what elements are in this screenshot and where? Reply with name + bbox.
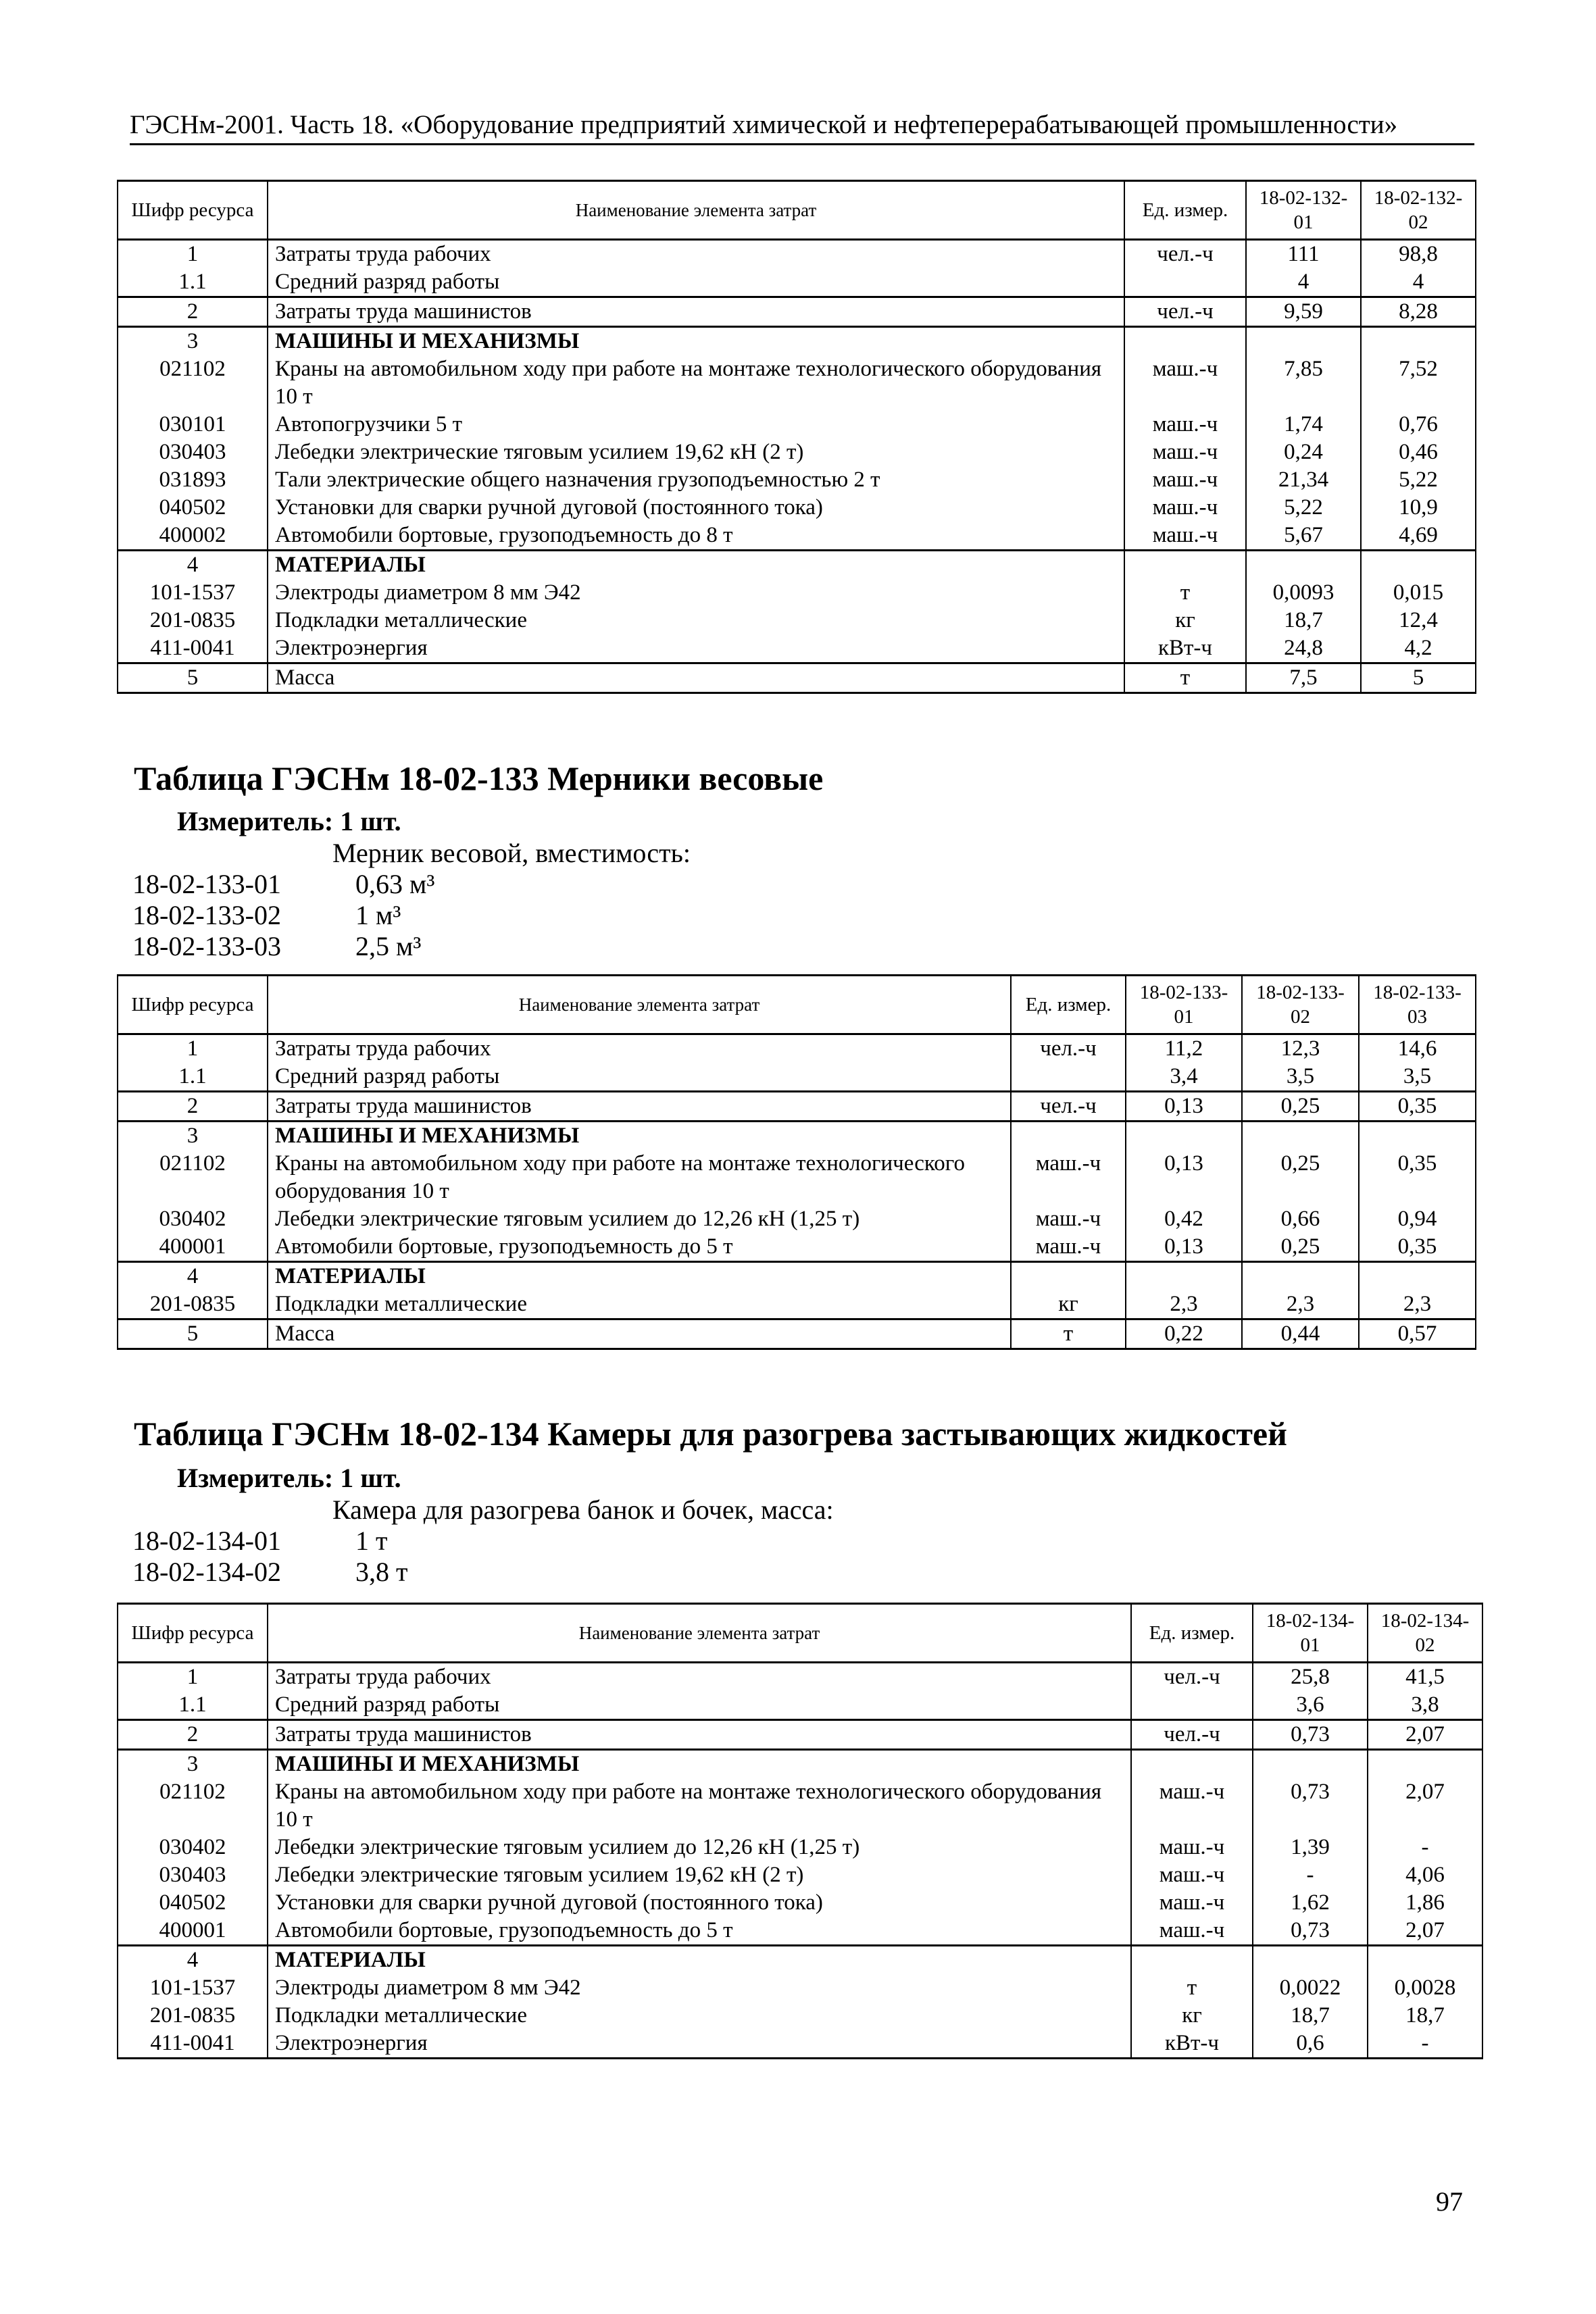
unit-cell: [1011, 1063, 1126, 1092]
variant-value: 1 м³: [355, 900, 401, 930]
value-cell: 3,5: [1359, 1063, 1476, 1092]
resource-code-cell: 031893: [118, 466, 268, 494]
value-cell: 1,39: [1253, 1834, 1368, 1861]
table-row: [118, 438, 1476, 466]
value-cell: 0,24: [1246, 438, 1361, 466]
cost-item-name-cell: Установки для сварки ручной дуговой (постоянного тока): [268, 494, 1124, 522]
value-cell: 0,25: [1242, 1092, 1359, 1122]
section-row: [118, 1946, 1482, 1975]
cost-item-name-cell: МАШИНЫ И МЕХАНИЗМЫ: [268, 1750, 1131, 1779]
table-row: [118, 1663, 1482, 1692]
value-cell: 0,94: [1359, 1205, 1476, 1233]
cost-item-name-cell: Затраты труда машинистов: [268, 297, 1124, 327]
resource-code-cell: 400002: [118, 522, 268, 551]
value-cell: 3,4: [1126, 1063, 1242, 1092]
cost-item-name-cell: Краны на автомобильном ходу при работе на монтаже технологического оборудования 10 т: [268, 355, 1124, 411]
section-row: [118, 327, 1476, 356]
resource-code-cell: 1: [118, 1034, 268, 1063]
value-cell: 0,44: [1242, 1319, 1359, 1349]
variant-description-18-02-133: Мерник весовой, вместимость:: [332, 838, 691, 868]
unit-cell: маш.-ч: [1131, 1778, 1253, 1834]
value-cell: 1,74: [1246, 411, 1361, 438]
value-cell: 4,2: [1361, 634, 1476, 663]
cost-item-name-cell: Краны на автомобильном ходу при работе на монтаже технологического оборудования 10 т: [268, 1150, 1011, 1205]
section-row: [118, 1262, 1476, 1291]
value-cell: 2,07: [1368, 1778, 1482, 1834]
value-cell: 0,13: [1126, 1150, 1242, 1205]
column-header-variant: 18-02-134-01: [1253, 1604, 1368, 1663]
cost-item-name-cell: Затраты труда машинистов: [268, 1720, 1131, 1750]
column-header-code: Шифр ресурса: [118, 181, 268, 240]
table-row: [118, 240, 1476, 269]
value-cell: 4: [1246, 268, 1361, 297]
unit-cell: кг: [1124, 607, 1246, 634]
table-title-18-02-134: Таблица ГЭСНм 18-02-134 Камеры для разогрева застывающих жидкостей: [134, 1415, 1287, 1453]
value-cell: 18,7: [1246, 607, 1361, 634]
value-cell: 2,3: [1126, 1290, 1242, 1319]
unit-cell: маш.-ч: [1011, 1150, 1126, 1205]
unit-cell: [1124, 551, 1246, 580]
value-cell: 14,6: [1359, 1034, 1476, 1063]
unit-cell: [1011, 1122, 1126, 1151]
value-cell: 0,25: [1242, 1233, 1359, 1262]
value-cell: 2,3: [1242, 1290, 1359, 1319]
value-cell: 0,22: [1126, 1319, 1242, 1349]
value-cell: 18,7: [1368, 2002, 1482, 2030]
resource-code-cell: 400001: [118, 1917, 268, 1946]
resource-code-cell: 4: [118, 1946, 268, 1975]
column-header-name: Наименование элемента затрат: [268, 1604, 1131, 1663]
resource-code-cell: 030402: [118, 1834, 268, 1861]
resource-code-cell: 021102: [118, 1778, 268, 1834]
value-cell: 0,13: [1126, 1233, 1242, 1262]
resource-code-cell: 1.1: [118, 1691, 268, 1720]
column-header-variant: 18-02-133-02: [1242, 976, 1359, 1034]
resource-code-cell: 030402: [118, 1205, 268, 1233]
value-cell: 0,6: [1253, 2030, 1368, 2059]
meter-18-02-133: Измеритель: 1 шт.: [177, 806, 401, 836]
value-cell: 4,69: [1361, 522, 1476, 551]
table-row: [118, 2002, 1482, 2030]
value-cell: 0,66: [1242, 1205, 1359, 1233]
unit-cell: [1124, 327, 1246, 356]
unit-cell: маш.-ч: [1124, 355, 1246, 411]
cost-item-name-cell: Затраты труда машинистов: [268, 1092, 1011, 1122]
value-cell: 0,13: [1126, 1092, 1242, 1122]
unit-cell: т: [1011, 1319, 1126, 1349]
cost-item-name-cell: Краны на автомобильном ходу при работе на монтаже технологического оборудования 10 т: [268, 1778, 1131, 1834]
cost-item-name-cell: Масса: [268, 663, 1124, 693]
variant-description-18-02-134: Камера для разогрева банок и бочек, масса:: [332, 1494, 834, 1525]
table-row: [118, 1290, 1476, 1319]
resource-code-cell: 1: [118, 1663, 268, 1692]
table-row: [118, 1691, 1482, 1720]
table-row: [118, 663, 1476, 693]
table-row: [118, 1720, 1482, 1750]
value-cell: 0,73: [1253, 1778, 1368, 1834]
table-header-row: [118, 181, 1476, 240]
cost-item-name-cell: МАШИНЫ И МЕХАНИЗМЫ: [268, 1122, 1011, 1151]
resource-code-cell: 4: [118, 551, 268, 580]
value-cell: 12,4: [1361, 607, 1476, 634]
cost-item-name-cell: Затраты труда рабочих: [268, 240, 1124, 269]
cost-item-name-cell: Затраты труда рабочих: [268, 1034, 1011, 1063]
value-cell: 0,0028: [1368, 1974, 1482, 2002]
meter-18-02-134: Измеритель: 1 шт.: [177, 1463, 401, 1493]
value-cell: 1,62: [1253, 1889, 1368, 1917]
value-cell: 0,46: [1361, 438, 1476, 466]
value-cell: 5,22: [1361, 466, 1476, 494]
variant-value: 0,63 м³: [355, 869, 435, 899]
variant-line: [132, 1526, 387, 1557]
value-cell: [1368, 1750, 1482, 1779]
value-cell: 7,52: [1361, 355, 1476, 411]
column-header-code: Шифр ресурса: [118, 976, 268, 1034]
table-header-row: [118, 976, 1476, 1034]
cost-item-name-cell: МАТЕРИАЛЫ: [268, 1262, 1011, 1291]
value-cell: 8,28: [1361, 297, 1476, 327]
value-cell: 0,015: [1361, 579, 1476, 607]
table-row: [118, 1319, 1476, 1349]
variant-line: [132, 900, 401, 931]
value-cell: [1246, 327, 1361, 356]
table-row: [118, 1233, 1476, 1262]
column-header-variant: 18-02-132-02: [1361, 181, 1476, 240]
value-cell: 7,5: [1246, 663, 1361, 693]
column-header-name: Наименование элемента затрат: [268, 181, 1124, 240]
resource-code-cell: 030403: [118, 438, 268, 466]
table-row: [118, 607, 1476, 634]
value-cell: [1253, 1946, 1368, 1975]
table-row: [118, 355, 1476, 411]
table-row: [118, 1092, 1476, 1122]
value-cell: [1246, 551, 1361, 580]
value-cell: 11,2: [1126, 1034, 1242, 1063]
table-row: [118, 268, 1476, 297]
resource-code-cell: 3: [118, 327, 268, 356]
value-cell: 2,07: [1368, 1917, 1482, 1946]
column-header-unit: Ед. измер.: [1011, 976, 1126, 1034]
unit-cell: кг: [1131, 2002, 1253, 2030]
value-cell: 3,5: [1242, 1063, 1359, 1092]
unit-cell: чел.-ч: [1124, 240, 1246, 269]
section-row: [118, 1122, 1476, 1151]
unit-cell: т: [1124, 579, 1246, 607]
value-cell: 111: [1246, 240, 1361, 269]
table-title-18-02-133: Таблица ГЭСНм 18-02-133 Мерники весовые: [134, 759, 824, 797]
value-cell: 5,22: [1246, 494, 1361, 522]
table-row: [118, 1063, 1476, 1092]
cost-item-name-cell: Установки для сварки ручной дуговой (постоянного тока): [268, 1889, 1131, 1917]
table-row: [118, 1205, 1476, 1233]
value-cell: 4,06: [1368, 1861, 1482, 1889]
resource-code-cell: 400001: [118, 1233, 268, 1262]
resource-code-cell: 101-1537: [118, 579, 268, 607]
resource-code-cell: 411-0041: [118, 634, 268, 663]
table-row: [118, 411, 1476, 438]
unit-cell: маш.-ч: [1131, 1861, 1253, 1889]
unit-cell: маш.-ч: [1124, 466, 1246, 494]
resource-code-cell: 040502: [118, 1889, 268, 1917]
resource-code-cell: 040502: [118, 494, 268, 522]
column-header-variant: 18-02-133-01: [1126, 976, 1242, 1034]
column-header-unit: Ед. измер.: [1124, 181, 1246, 240]
value-cell: [1242, 1122, 1359, 1151]
value-cell: 41,5: [1368, 1663, 1482, 1692]
unit-cell: маш.-ч: [1124, 522, 1246, 551]
value-cell: [1242, 1262, 1359, 1291]
value-cell: 5,67: [1246, 522, 1361, 551]
value-cell: 18,7: [1253, 2002, 1368, 2030]
cost-item-name-cell: МАШИНЫ И МЕХАНИЗМЫ: [268, 327, 1124, 356]
table-row: [118, 1861, 1482, 1889]
unit-cell: [1131, 1946, 1253, 1975]
value-cell: 2,3: [1359, 1290, 1476, 1319]
table-row: [118, 579, 1476, 607]
cost-item-name-cell: Лебедки электрические тяговым усилием 19,62 кН (2 т): [268, 438, 1124, 466]
resource-code-cell: 411-0041: [118, 2030, 268, 2059]
variant-code: 18-02-133-03: [132, 931, 281, 961]
value-cell: [1361, 327, 1476, 356]
variant-code: 18-02-134-01: [132, 1526, 281, 1556]
variant-line: [132, 1557, 407, 1588]
unit-cell: чел.-ч: [1011, 1034, 1126, 1063]
variant-code: 18-02-133-02: [132, 900, 281, 930]
unit-cell: чел.-ч: [1131, 1663, 1253, 1692]
value-cell: 9,59: [1246, 297, 1361, 327]
cost-item-name-cell: Лебедки электрические тяговым усилием до 12,26 кН (1,25 т): [268, 1834, 1131, 1861]
cost-item-name-cell: Средний разряд работы: [268, 268, 1124, 297]
unit-cell: [1131, 1750, 1253, 1779]
value-cell: 21,34: [1246, 466, 1361, 494]
value-cell: -: [1368, 1834, 1482, 1861]
unit-cell: маш.-ч: [1131, 1889, 1253, 1917]
value-cell: [1368, 1946, 1482, 1975]
resource-code-cell: 3: [118, 1122, 268, 1151]
value-cell: [1359, 1262, 1476, 1291]
table-row: [118, 1778, 1482, 1834]
table-row: [118, 1150, 1476, 1205]
value-cell: [1361, 551, 1476, 580]
value-cell: 7,85: [1246, 355, 1361, 411]
value-cell: -: [1253, 1861, 1368, 1889]
value-cell: 0,73: [1253, 1720, 1368, 1750]
resource-code-cell: 1.1: [118, 1063, 268, 1092]
value-cell: 0,35: [1359, 1233, 1476, 1262]
value-cell: [1126, 1262, 1242, 1291]
cost-item-name-cell: Электроэнергия: [268, 2030, 1131, 2059]
variant-value: 2,5 м³: [355, 931, 422, 961]
table-row: [118, 1917, 1482, 1946]
section-row: [118, 551, 1476, 580]
resource-code-cell: 030403: [118, 1861, 268, 1889]
variant-code: 18-02-133-01: [132, 869, 281, 899]
column-header-code: Шифр ресурса: [118, 1604, 268, 1663]
unit-cell: маш.-ч: [1124, 494, 1246, 522]
resource-code-cell: 2: [118, 1720, 268, 1750]
unit-cell: кг: [1011, 1290, 1126, 1319]
value-cell: [1126, 1122, 1242, 1151]
column-header-variant: 18-02-132-01: [1246, 181, 1361, 240]
resource-code-cell: 201-0835: [118, 2002, 268, 2030]
table-row: [118, 1889, 1482, 1917]
cost-table-18-02-133: [117, 974, 1476, 1350]
value-cell: 10,9: [1361, 494, 1476, 522]
value-cell: 98,8: [1361, 240, 1476, 269]
column-header-name: Наименование элемента затрат: [268, 976, 1011, 1034]
resource-code-cell: 5: [118, 663, 268, 693]
cost-item-name-cell: Средний разряд работы: [268, 1063, 1011, 1092]
cost-item-name-cell: МАТЕРИАЛЫ: [268, 551, 1124, 580]
value-cell: 1,86: [1368, 1889, 1482, 1917]
table-header-row: [118, 1604, 1482, 1663]
cost-item-name-cell: Электроды диаметром 8 мм Э42: [268, 1974, 1131, 2002]
value-cell: 12,3: [1242, 1034, 1359, 1063]
value-cell: 0,0022: [1253, 1974, 1368, 2002]
resource-code-cell: 4: [118, 1262, 268, 1291]
unit-cell: чел.-ч: [1131, 1720, 1253, 1750]
cost-item-name-cell: Подкладки металлические: [268, 2002, 1131, 2030]
value-cell: 0,25: [1242, 1150, 1359, 1205]
table-row: [118, 297, 1476, 327]
resource-code-cell: 3: [118, 1750, 268, 1779]
cost-item-name-cell: Лебедки электрические тяговым усилием до 12,26 кН (1,25 т): [268, 1205, 1011, 1233]
resource-code-cell: 1.1: [118, 268, 268, 297]
value-cell: 24,8: [1246, 634, 1361, 663]
unit-cell: т: [1131, 1974, 1253, 2002]
value-cell: 0,76: [1361, 411, 1476, 438]
table-row: [118, 494, 1476, 522]
table-row: [118, 522, 1476, 551]
cost-item-name-cell: Электроэнергия: [268, 634, 1124, 663]
cost-item-name-cell: Электроды диаметром 8 мм Э42: [268, 579, 1124, 607]
cost-item-name-cell: Автомобили бортовые, грузоподъемность до 8 т: [268, 522, 1124, 551]
resource-code-cell: 021102: [118, 1150, 268, 1205]
value-cell: [1359, 1122, 1476, 1151]
unit-cell: маш.-ч: [1124, 438, 1246, 466]
value-cell: [1253, 1750, 1368, 1779]
resource-code-cell: 030101: [118, 411, 268, 438]
value-cell: 25,8: [1253, 1663, 1368, 1692]
unit-cell: кВт-ч: [1131, 2030, 1253, 2059]
value-cell: 0,42: [1126, 1205, 1242, 1233]
cost-item-name-cell: МАТЕРИАЛЫ: [268, 1946, 1131, 1975]
value-cell: 0,0093: [1246, 579, 1361, 607]
value-cell: 0,35: [1359, 1092, 1476, 1122]
resource-code-cell: 2: [118, 1092, 268, 1122]
value-cell: 3,6: [1253, 1691, 1368, 1720]
page-number: 97: [1436, 2186, 1463, 2217]
unit-cell: маш.-ч: [1124, 411, 1246, 438]
unit-cell: чел.-ч: [1011, 1092, 1126, 1122]
table-row: [118, 1834, 1482, 1861]
table-row: [118, 466, 1476, 494]
variant-value: 1 т: [355, 1526, 388, 1556]
value-cell: 0,73: [1253, 1917, 1368, 1946]
variant-value: 3,8 т: [355, 1557, 408, 1587]
unit-cell: [1011, 1262, 1126, 1291]
unit-cell: маш.-ч: [1131, 1834, 1253, 1861]
value-cell: 2,07: [1368, 1720, 1482, 1750]
value-cell: 5: [1361, 663, 1476, 693]
value-cell: 0,57: [1359, 1319, 1476, 1349]
unit-cell: [1131, 1691, 1253, 1720]
resource-code-cell: 1: [118, 240, 268, 269]
cost-item-name-cell: Затраты труда рабочих: [268, 1663, 1131, 1692]
variant-line: [132, 869, 434, 900]
resource-code-cell: 021102: [118, 355, 268, 411]
value-cell: 4: [1361, 268, 1476, 297]
table-row: [118, 1034, 1476, 1063]
variant-code: 18-02-134-02: [132, 1557, 281, 1587]
cost-item-name-cell: Автомобили бортовые, грузоподъемность до 5 т: [268, 1917, 1131, 1946]
column-header-unit: Ед. измер.: [1131, 1604, 1253, 1663]
unit-cell: т: [1124, 663, 1246, 693]
column-header-variant: 18-02-134-02: [1368, 1604, 1482, 1663]
cost-item-name-cell: Средний разряд работы: [268, 1691, 1131, 1720]
cost-item-name-cell: Лебедки электрические тяговым усилием 19,62 кН (2 т): [268, 1861, 1131, 1889]
value-cell: -: [1368, 2030, 1482, 2059]
table-row: [118, 2030, 1482, 2059]
cost-table-18-02-134: [117, 1603, 1483, 2059]
cost-table-18-02-132: [117, 180, 1476, 694]
cost-item-name-cell: Подкладки металлические: [268, 1290, 1011, 1319]
column-header-variant: 18-02-133-03: [1359, 976, 1476, 1034]
variant-line: [132, 931, 421, 962]
resource-code-cell: 101-1537: [118, 1974, 268, 2002]
resource-code-cell: 201-0835: [118, 1290, 268, 1319]
cost-item-name-cell: Автомобили бортовые, грузоподъемность до 5 т: [268, 1233, 1011, 1262]
unit-cell: маш.-ч: [1131, 1917, 1253, 1946]
page-header: ГЭСНм-2001. Часть 18. «Оборудование предприятий химической и нефтеперерабатывающей промышленности»: [130, 108, 1474, 145]
table-row: [118, 634, 1476, 663]
unit-cell: маш.-ч: [1011, 1205, 1126, 1233]
unit-cell: маш.-ч: [1011, 1233, 1126, 1262]
table-row: [118, 1974, 1482, 2002]
cost-item-name-cell: Подкладки металлические: [268, 607, 1124, 634]
cost-item-name-cell: Автопогрузчики 5 т: [268, 411, 1124, 438]
unit-cell: кВт-ч: [1124, 634, 1246, 663]
unit-cell: чел.-ч: [1124, 297, 1246, 327]
resource-code-cell: 2: [118, 297, 268, 327]
value-cell: 3,8: [1368, 1691, 1482, 1720]
unit-cell: [1124, 268, 1246, 297]
resource-code-cell: 201-0835: [118, 607, 268, 634]
resource-code-cell: 5: [118, 1319, 268, 1349]
value-cell: 0,35: [1359, 1150, 1476, 1205]
cost-item-name-cell: Масса: [268, 1319, 1011, 1349]
section-row: [118, 1750, 1482, 1779]
cost-item-name-cell: Тали электрические общего назначения грузоподъемностью 2 т: [268, 466, 1124, 494]
